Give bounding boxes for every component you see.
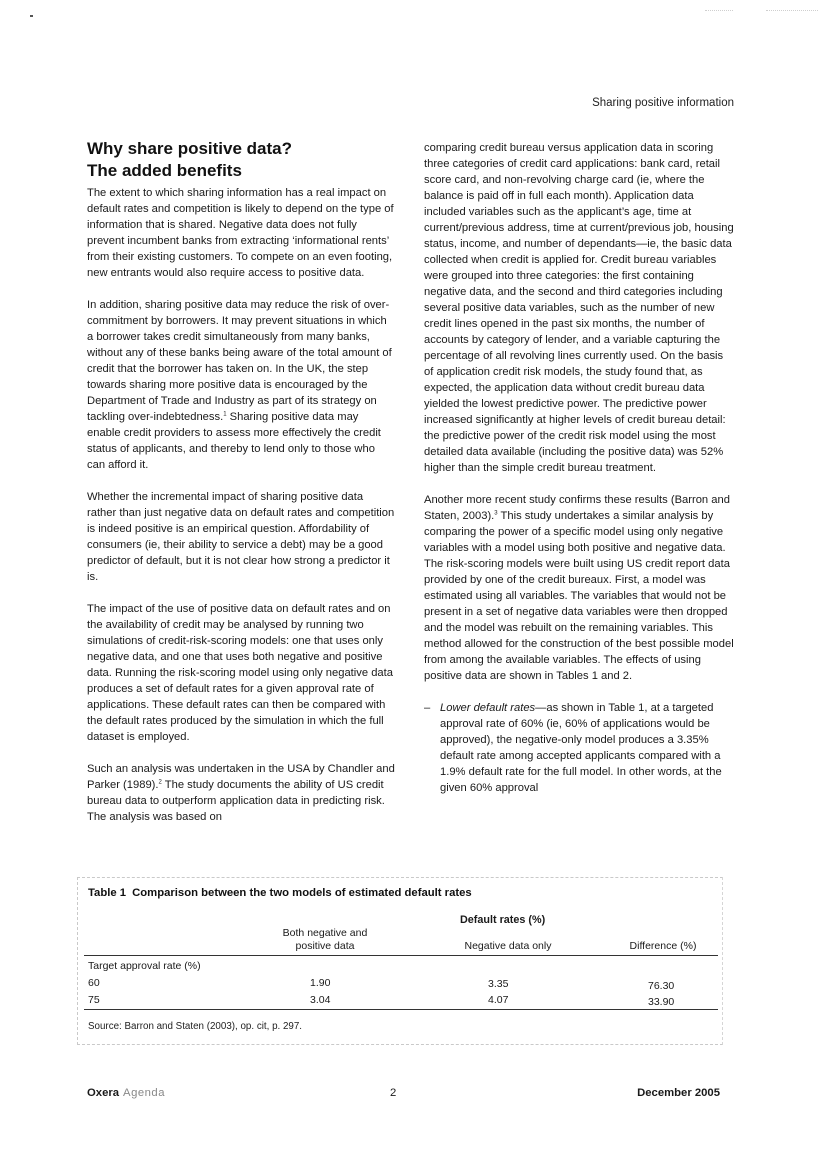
table-group-header: Default rates (%) (460, 914, 546, 926)
right-column (424, 140, 734, 796)
article-heading: Why share positive data? The added benefits (87, 139, 292, 180)
page-number: 2 (390, 1087, 397, 1099)
row-label: 75 (88, 994, 100, 1006)
table-title: Table 1 Comparison between the two models of estimated default rates (88, 887, 472, 899)
footer-date: December 2005 (637, 1087, 720, 1099)
paragraph: Another more recent study confirms these results (Barron and Staten, 2003).$^3$ This study undertakes a similar analysis by comparing the power of a specific model using only negative variables with a model using both positive and negative data. The risk-scoring models were built using US credit report data provided by one of the credit bureaux. First, a model was estimated using all variables. The variables that would not be present in a set of negative data variables were then dropped and the model was rebuilt on the remaining variables. This method allowed for the construction of the best possible model from among the available variables. The effects of using positive data are shown in Tables 1 and 2. (424, 494, 734, 682)
row-group-label: Target approval rate (%) (88, 960, 201, 972)
paragraph: The extent to which sharing information has a real impact on default rates and competition is likely to depend on the type of information that is shared. Negative data does not fully prevent incumbent banks from extracting ‘informational rents’ from their existing customers. To compete on an even footing, new entrants would also require access to positive data. (87, 187, 394, 279)
col-header-difference: Difference (%) (629, 940, 697, 952)
cell-both: 1.90 (310, 977, 331, 989)
col-header-both: Both negative and positive data (282, 927, 368, 952)
footnote-ref: 3 (494, 510, 498, 517)
footnote-ref: 1 (223, 411, 227, 418)
bullet-item: – Lower default rates—as shown in Table 1, at a targeted approval rate of 60% (ie, 60% of applications would be approved), the negative-only model produces a 3.35% default rate among accepted applicants compared with a 1.9% default rate for the full model. In other words, at the given 60% approval (424, 702, 722, 794)
footnote-ref: 2 (158, 779, 162, 786)
cell-negative: 3.35 (488, 978, 509, 990)
bullet-lead: Lower default rates (440, 702, 536, 714)
table-1 (77, 877, 723, 1045)
paragraph: In addition, sharing positive data may reduce the risk of over-commitment by borrowers. It may prevent situations in which a borrower takes credit simultaneously from many banks, without any of these banks being aware of the total amount of credit that the borrower has taken on. In the UK, the step towards sharing more positive data is encouraged by the Department of Trade and Industry as part of its strategy on tackling over-indebtedness.$^1$ Sharing positive data may enable credit providers to assess more effectively the credit status of applicants, and thereby to lend only to those who can afford it. (87, 299, 392, 471)
table-source: Source: Barron and Staten (2003), op. cit, p. 297. (88, 1021, 303, 1032)
col-header-negative: Negative data only (464, 940, 552, 952)
paragraph: comparing credit bureau versus application data in scoring three categories of credit card applications: bank card, retail score card, and non-revolving charge card (ie, where the balance is paid off in full each month). Application data included variables such as the applicant’s age, time at current/previous address, time at current/previous job, housing status, income, and number of dependants—ie, the basic data collected when credit is applied for. Credit bureau variables were grouped into three categories: the first containing negative data, and the second and third categories including several positive data variables, such as the number of new credit lines opened in the past six months, the number of accounts by category of lender, and a variable capturing the percentage of all revolving lines currently used. On the basis of application credit risk models, the study found that, as expected, the application data without credit bureau data yielded the lowest predictive power. The predictive power increased significantly at higher levels of credit bureau detail: the predictive power of the credit risk model using the most detailed data available (including the positive data) was 52% higher than the simple credit bureau treatment. (424, 142, 734, 474)
left-column (87, 138, 395, 841)
paragraph: The impact of the use of positive data on default rates and on the availability of credit may be analysed by running two simulations of credit-risk-scoring models: one that uses only negative data, and one that uses both negative and positive data. Running the risk-scoring model using only negative data produces a set of default rates for a given approval rate of applications. These default rates can then be compared with the default rates produced by the simulation in which the full dataset is employed. (87, 603, 393, 743)
cell-both: 3.04 (310, 994, 331, 1006)
footer-brand: Oxera Agenda (87, 1087, 165, 1099)
table-rule (84, 955, 718, 956)
table-rule (84, 1009, 718, 1010)
cell-difference: 76.30 (648, 980, 675, 992)
row-label: 60 (88, 977, 100, 989)
paragraph: Whether the incremental impact of sharing positive data rather than just negative data on default rates and competition is indeed positive is an empirical question. Affordability of consumers (ie, their ability to service a debt) may be a good predictor of default, but it is not clear how strong a predictor it is. (87, 491, 395, 583)
paragraph: Such an analysis was undertaken in the USA by Chandler and Parker (1989).$^2$ The study documents the ability of US credit bureau data to outperform application data in predicting risk. The analysis was based on (87, 763, 395, 823)
bullet-dash: – (424, 702, 431, 714)
scan-mark (766, 10, 818, 11)
cell-difference: 33.90 (648, 996, 675, 1008)
scan-mark (30, 15, 33, 17)
scan-mark (705, 10, 733, 11)
cell-negative: 4.07 (488, 994, 509, 1006)
running-head: Sharing positive information (592, 97, 734, 109)
